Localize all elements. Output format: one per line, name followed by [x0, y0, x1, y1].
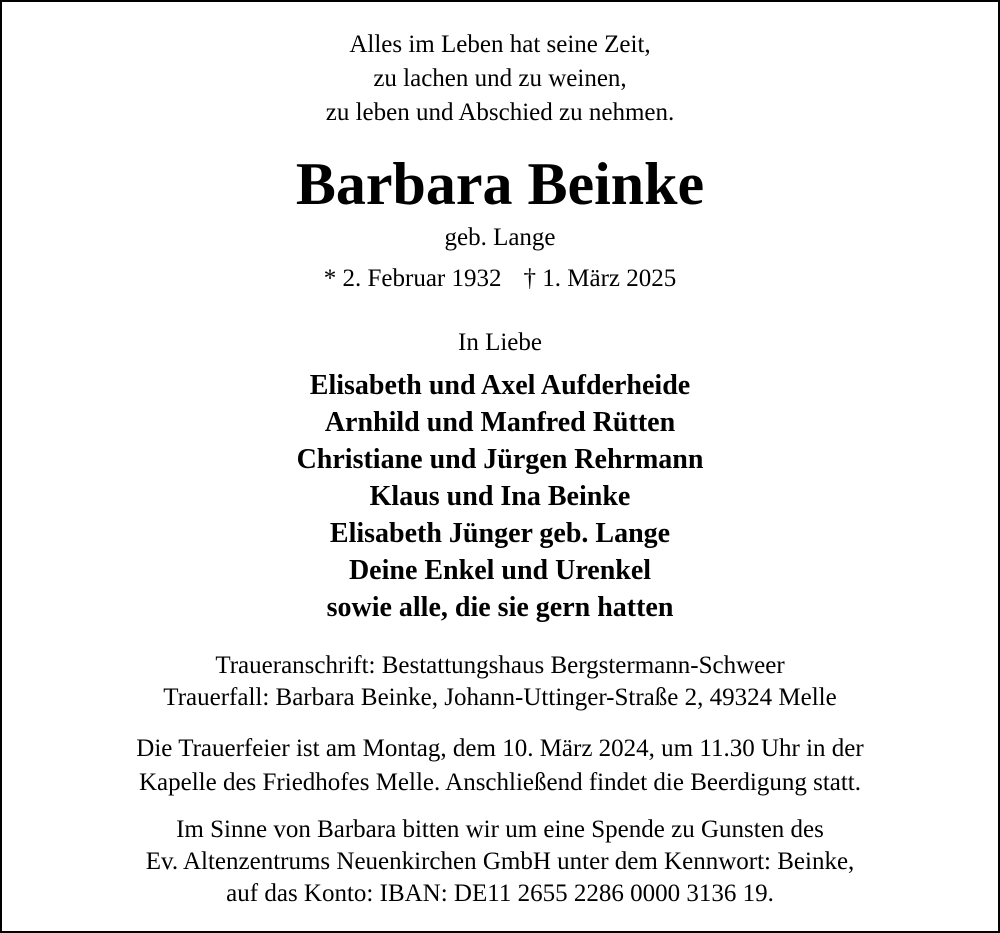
- opening-quote: [2, 28, 998, 130]
- quote-line: zu leben und Abschied zu nehmen.: [325, 99, 675, 126]
- maiden-name: geb. Lange: [444, 224, 556, 251]
- death-date: † 1. März 2025: [523, 265, 677, 292]
- mourners-list: [2, 367, 998, 626]
- ceremony-info: [2, 732, 998, 800]
- donation-line: auf das Konto: IBAN: DE11 2655 2286 0000 3136 19.: [226, 880, 774, 907]
- address-line: Trauerfall: Barbara Beinke, Johann-Uttinger-Straße 2, 49324 Melle: [163, 684, 837, 711]
- quote-line: Alles im Leben hat seine Zeit,: [349, 31, 651, 58]
- quote-line: zu lachen und zu weinen,: [373, 65, 627, 92]
- ceremony-line: Kapelle des Friedhofes Melle. Anschließend findet die Beerdigung statt.: [138, 769, 862, 796]
- mourner-name: Arnhild und Manfred Rütten: [324, 407, 676, 438]
- birth-date: * 2. Februar 1932: [323, 265, 502, 292]
- address-line: Traueranschrift: Bestattungshaus Bergstermann-Schweer: [215, 652, 785, 679]
- mourner-name: Elisabeth und Axel Aufderheide: [309, 370, 691, 401]
- mourner-name: Christiane und Jürgen Rehrmann: [296, 444, 704, 475]
- mourner-name: Klaus und Ina Beinke: [369, 481, 631, 512]
- mourner-name: Deine Enkel und Urenkel: [348, 555, 652, 586]
- life-dates: [2, 262, 998, 296]
- mourner-name: sowie alle, die sie gern hatten: [326, 592, 674, 623]
- donation-line: Im Sinne von Barbara bitten wir um eine Spende zu Gunsten des: [176, 816, 824, 843]
- mourner-name: Elisabeth Jünger geb. Lange: [329, 518, 671, 549]
- mourning-address: [2, 650, 998, 714]
- deceased-name: Barbara Beinke: [295, 151, 705, 217]
- ceremony-line: Die Trauerfeier ist am Montag, dem 10. März 2024, um 11.30 Uhr in der: [136, 735, 864, 762]
- donation-info: [2, 814, 998, 910]
- mourners-intro: In Liebe: [458, 329, 542, 356]
- donation-line: Ev. Altenzentrums Neuenkirchen GmbH unter dem Kennwort: Beinke,: [145, 848, 855, 875]
